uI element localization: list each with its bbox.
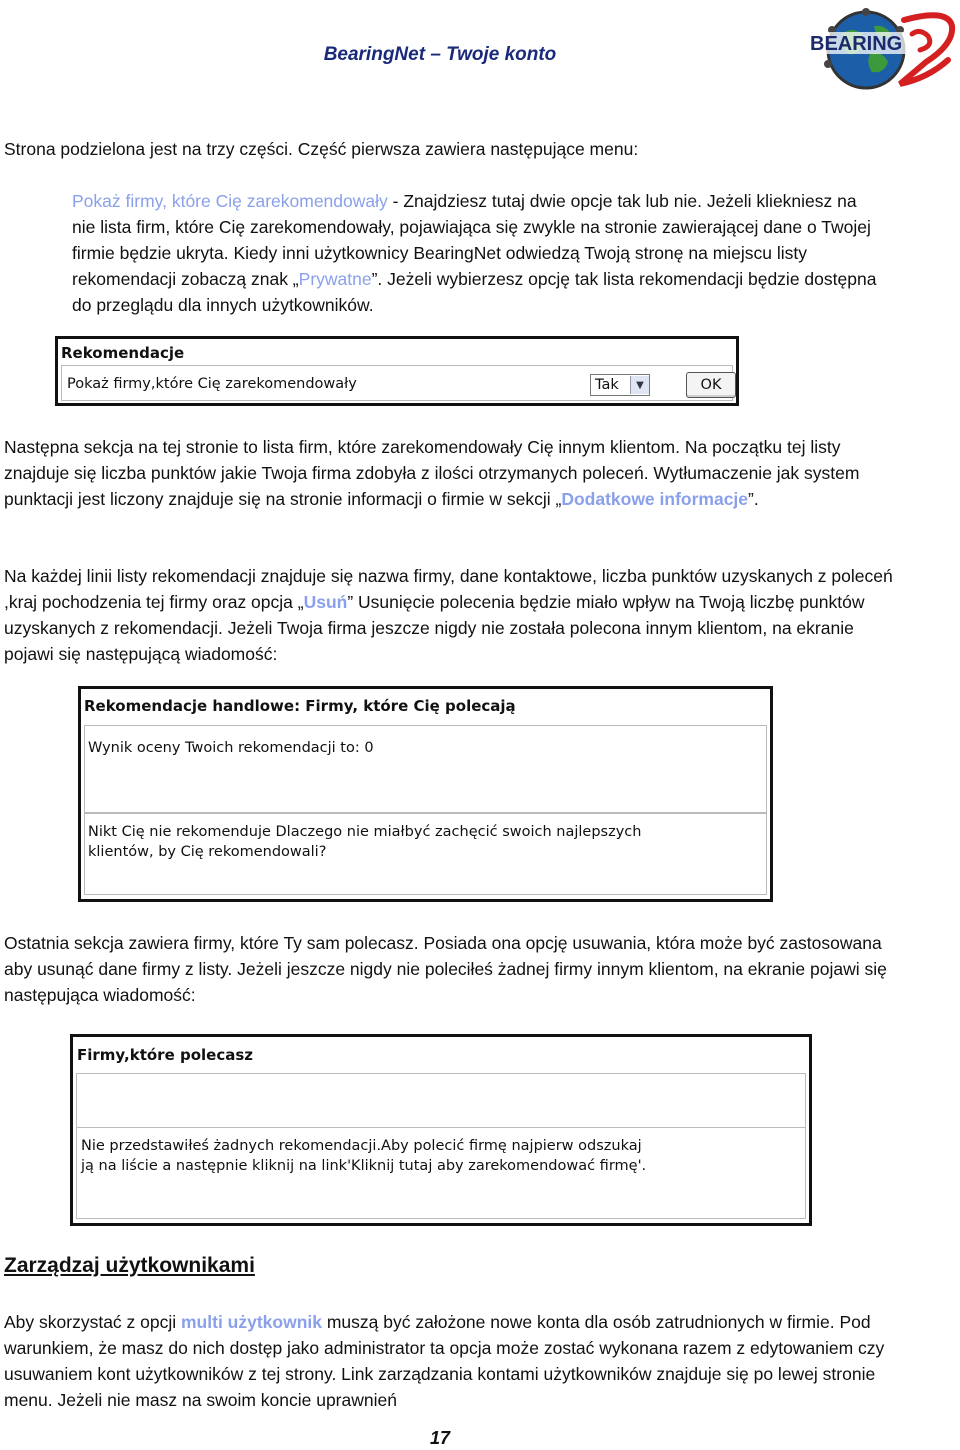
score-text: Wynik oceny Twoich rekomendacji to: 0 bbox=[88, 740, 374, 756]
no-recommendations-message: Nikt Cię nie rekomenduje Dlaczego nie miałbyć zachęcić swoich najlepszych klientów, by Cię rekomendowali? bbox=[88, 824, 642, 860]
recommendations-received-screenshot bbox=[78, 686, 773, 902]
chevron-down-icon: ▼ bbox=[630, 376, 649, 394]
no-given-recommendations-message: Nie przedstawiłeś żadnych rekomendacji.Aby polecić firmę najpierw odszukaj ją na liście a następnie kliknij na link'Kliknij tutaj aby zarekomendować firmę'. bbox=[81, 1138, 647, 1174]
visibility-select[interactable]: Tak ▼ bbox=[590, 374, 650, 396]
score-box bbox=[84, 725, 767, 813]
intro-paragraph: Strona podzielona jest na trzy części. Część pierwsza zawiera następujące menu: bbox=[4, 139, 639, 159]
recommended-firms-title: Firmy,które polecasz bbox=[77, 1046, 254, 1064]
page-number: 17 bbox=[429, 1428, 451, 1448]
received-recommendations-title: Rekomendacje handlowe: Firmy, które Cię polecają bbox=[84, 697, 516, 715]
show-firms-label: Pokaż firmy,które Cię zarekomendowały bbox=[67, 376, 357, 392]
section4-paragraph: Ostatnia sekcja zawiera firmy, które Ty sam polecasz. Posiada ona opcję usuwania, która może być zastosowana aby usunąć dane firmy z listy. Jeżeli jeszcze nigdy nie poleciłeś żadnej firmy innym klientom, na ekranie pojawi się następująca wiadomość: bbox=[4, 933, 887, 1005]
recommendations-title: Rekomendacje bbox=[61, 344, 185, 362]
manage-users-heading: Zarządzaj użytkownikami bbox=[4, 1254, 255, 1277]
manage-users-paragraph: Aby skorzystać z opcji multi użytkownik muszą być założone nowe konta dla osób zatrudnionych w firmie. Pod warunkiem, że masz do nich dostęp jako administrator ta opcja może zostać wykonana razem z edytowaniem czy usuwaniem kont użytkowników z tej strony. Link zarządzania kontami użytkowników znajduje się po lewej stronie menu. Jeżeli nie masz na swoim koncie uprawnień bbox=[4, 1312, 885, 1410]
svg-text:BEARING: BEARING bbox=[810, 33, 903, 55]
multi-user-link[interactable]: multi użytkownik bbox=[181, 1312, 322, 1332]
no-given-recommendations-box bbox=[76, 1127, 806, 1219]
show-recommending-firms-link[interactable]: Pokaż firmy, które Cię zarekomendowały bbox=[72, 191, 388, 211]
delete-link[interactable]: Usuń bbox=[303, 592, 348, 612]
additional-info-link[interactable]: Dodatkowe informacje bbox=[561, 489, 749, 509]
section2-paragraph: Następna sekcja na tej stronie to lista firm, które zarekomendowały Cię innym klientom. Na początku tej listy znajduje się liczba punktów jakie Twoja firma zdobyła z ilości otrzymanych poleceń. Wytłumaczenie jak system punktacji jest liczony znajduje się na stronie informacji o firmie w sekcji „Dodatkowe informacje”. bbox=[4, 437, 860, 509]
recommended-firms-screenshot bbox=[70, 1034, 812, 1226]
ok-button[interactable]: OK bbox=[686, 372, 736, 398]
section1-paragraph: Pokaż firmy, które Cię zarekomendowały - Znajdziesz tutaj dwie opcje tak lub nie. Jeżeli kliekniesz na nie lista firm, które Cię zarekomendowały, pojawiająca się zwykle na stronie zawierającej dane o Twojej firmie będzie ukryta. Kiedy inni użytkownicy BearingNet odwiedzą Twoją stronę na miejscu listy rekomendacji zobaczą znak „Prywatne”. Jeżeli wybierzesz opcję tak lista rekomendacji będzie dostępna do przeglądu dla innych użytkowników. bbox=[72, 191, 877, 315]
recommendations-row bbox=[61, 365, 733, 401]
section3-paragraph: Na każdej linii listy rekomendacji znajduje się nazwa firmy, dane kontaktowe, liczba punktów uzyskanych z poleceń ,kraj pochodzenia tej firmy oraz opcja „Usuń” Usunięcie polecenia będzie miało wpływ na Twoją liczbę punktów uzyskanych z rekomendacji. Jeżeli Twoja firma jeszcze nigdy nie została polecona innym klientom, na ekranie pojawi się następującą wiadomość: bbox=[4, 566, 893, 664]
no-recommendations-box bbox=[84, 813, 767, 895]
private-link[interactable]: Prywatne bbox=[298, 269, 372, 289]
page-header-title: BearingNet – Twoje konto bbox=[323, 44, 557, 65]
recommendations-settings-screenshot bbox=[55, 336, 739, 406]
bearingnet-logo bbox=[808, 4, 958, 92]
